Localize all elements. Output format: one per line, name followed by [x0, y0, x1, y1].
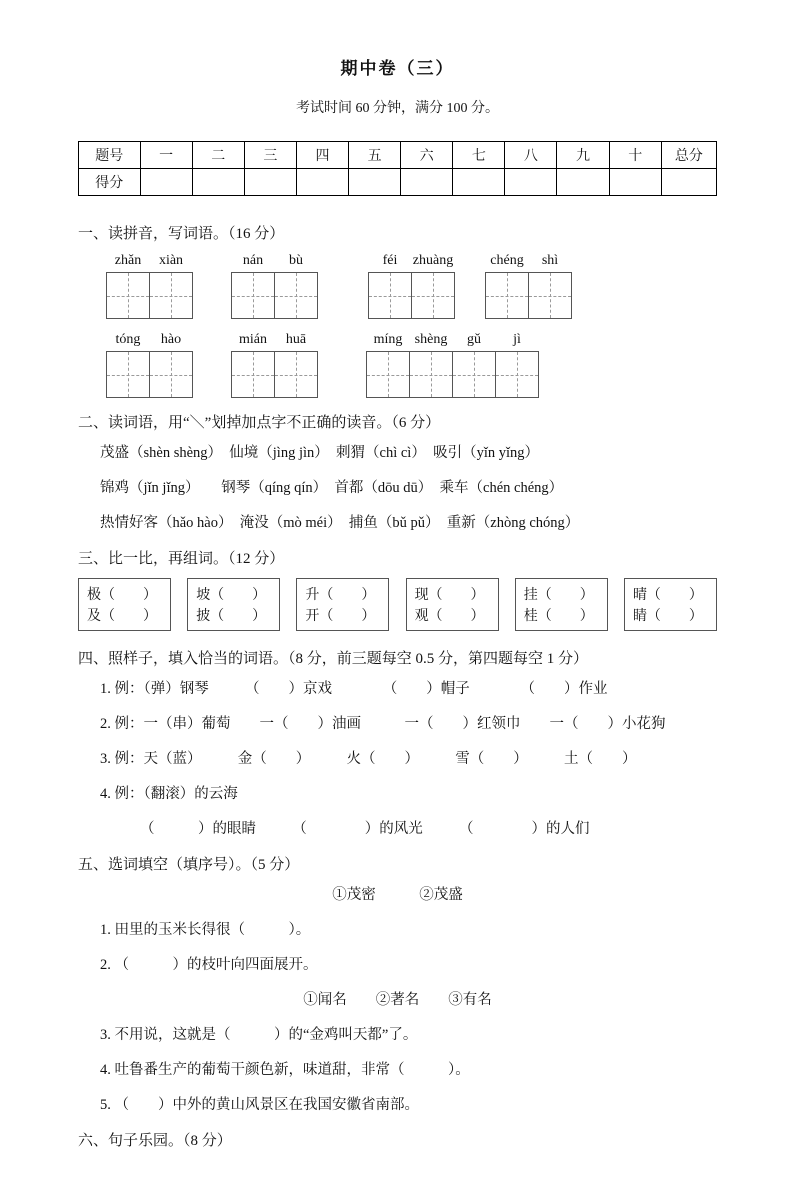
fill-item: 3. 例：天（蓝） 金（ ） 火（ ） 雪（ ） 土（ ） — [100, 751, 637, 767]
exam-subtitle: 考试时间 60 分钟，满分 100 分。 — [296, 101, 499, 116]
writing-cell — [367, 352, 409, 397]
pinyin-grid-row-1 — [78, 253, 717, 319]
pinyin-label — [231, 253, 318, 269]
fill-item-continuation: （ ）的眼睛 （ ）的风光 （ ）的人们 — [140, 821, 590, 837]
choice-item: 1. 田里的玉米长得很（ ）。 — [100, 922, 311, 938]
writing-cell — [107, 273, 149, 318]
score-table-score-row — [79, 169, 717, 196]
fill-item: 4. 例：（翻滚）的云海 — [100, 786, 238, 802]
score-header-cell: 二 — [192, 142, 244, 169]
pinyin-label — [106, 332, 193, 348]
score-header-cell: 四 — [296, 142, 348, 169]
writing-grid — [485, 272, 572, 319]
pinyin-grid-row-2 — [78, 332, 717, 398]
score-value-cell — [453, 169, 505, 196]
pinyin-word-group — [231, 253, 318, 319]
section-5 — [78, 853, 717, 1116]
compare-word: 现（ ） — [414, 588, 485, 603]
pinyin-word-group — [106, 332, 193, 398]
section-1 — [78, 222, 717, 398]
score-value-cell — [557, 169, 609, 196]
writing-cell — [369, 273, 411, 318]
word-reading-line: 热情好客（hǎo hào） 淹没（mò méi） 捕鱼（bǔ pǔ） 重新（zhòng chóng） — [100, 515, 580, 531]
section-4-title: 四、照样子，填入恰当的词语。（8 分，前三题每空 0.5 分，第四题每空 1 分） — [78, 651, 589, 667]
score-value-cell — [244, 169, 296, 196]
compare-box-row — [78, 578, 717, 631]
section-2 — [78, 411, 717, 534]
section-6-title: 六、句子乐园。（8 分） — [78, 1133, 232, 1149]
writing-cell — [274, 273, 317, 318]
writing-grid — [106, 272, 193, 319]
pinyin-syllable: gǔ — [467, 332, 481, 347]
compare-word: 及（ ） — [87, 609, 157, 624]
pinyin-syllable: zhǎn — [114, 253, 142, 268]
score-value-cell — [661, 169, 716, 196]
writing-cell — [232, 352, 274, 397]
choice-item: 3. 不用说，这就是（ ）的“金鸡叫天都”了。 — [100, 1027, 418, 1043]
compare-word: 升（ ） — [305, 588, 376, 603]
score-value-cell — [296, 169, 348, 196]
score-header-cell: 九 — [557, 142, 609, 169]
score-value-cell — [609, 169, 661, 196]
writing-grid — [231, 272, 318, 319]
choice-item: 5. （ ）中外的黄山风景区在我国安徽省南部。 — [100, 1097, 419, 1113]
score-header-cell: 八 — [505, 142, 557, 169]
section-2-title: 二、读词语，用“＼”划掉加点字不正确的读音。（6 分） — [78, 415, 441, 431]
pinyin-syllable: xiàn — [158, 253, 184, 268]
choice-item: 2. （ ）的枝叶向四面展开。 — [100, 957, 318, 973]
score-value-cell — [505, 169, 557, 196]
section-5-title: 五、选词填空（填序号）。（5 分） — [78, 857, 300, 873]
section-1-title: 一、读拼音，写词语。（16 分） — [78, 226, 285, 242]
compare-word: 披（ ） — [196, 609, 267, 624]
score-table — [78, 141, 717, 196]
writing-cell — [411, 273, 454, 318]
compare-word: 晴（ ） — [632, 588, 703, 603]
writing-cell — [107, 352, 149, 397]
compare-word: 坡（ ） — [196, 588, 267, 603]
pinyin-syllable: bù — [289, 253, 303, 268]
writing-cell — [409, 352, 452, 397]
pinyin-syllable: zhuàng — [412, 253, 454, 268]
compare-box — [406, 578, 499, 631]
writing-cell — [495, 352, 538, 397]
word-reading-line: 锦鸡（jǐn jǐng） 钢琴（qíng qín） 首都（dōu dū） 乘车（chén chéng） — [100, 480, 564, 496]
section-3 — [78, 547, 717, 631]
compare-word: 开（ ） — [305, 609, 376, 624]
pinyin-word-group — [485, 253, 572, 319]
page-title: 期中卷（三） — [340, 59, 455, 78]
score-header-cell: 十 — [609, 142, 661, 169]
writing-cell — [452, 352, 495, 397]
word-reading-line: 茂盛（shèn shèng） 仙境（jìng jìn） 刺猬（chì cì） 吸引（yǐn yǐng） — [100, 445, 540, 461]
compare-box — [78, 578, 171, 631]
fill-item: 2. 例：一（串）葡萄 一（ ）油画 一（ ）红领巾 一（ ）小花狗 — [100, 716, 666, 732]
writing-cell — [149, 273, 192, 318]
writing-cell — [232, 273, 274, 318]
section-3-title: 三、比一比，再组词。（12 分） — [78, 551, 285, 567]
pinyin-syllable: nán — [242, 253, 264, 268]
compare-word: 极（ ） — [87, 588, 157, 603]
pinyin-syllable: shèng — [414, 332, 448, 347]
score-value-cell — [140, 169, 192, 196]
pinyin-syllable: tóng — [115, 332, 141, 347]
compare-word: 挂（ ） — [523, 588, 594, 603]
pinyin-syllable: huā — [285, 332, 307, 347]
section-6 — [78, 1129, 717, 1150]
writing-grid — [368, 272, 455, 319]
pinyin-label — [368, 253, 455, 269]
score-value-cell — [349, 169, 401, 196]
score-row-label: 得分 — [79, 169, 141, 196]
score-header-cell: 三 — [244, 142, 296, 169]
compare-word: 睛（ ） — [632, 609, 703, 624]
score-header-cell: 总分 — [661, 142, 716, 169]
score-value-cell — [401, 169, 453, 196]
choice-item: 4. 吐鲁番生产的葡萄干颜色新，味道甜，非常（ ）。 — [100, 1062, 470, 1078]
pinyin-syllable: jì — [513, 332, 521, 347]
score-header-cell: 五 — [349, 142, 401, 169]
compare-word: 观（ ） — [414, 609, 485, 624]
score-header-cell: 一 — [140, 142, 192, 169]
score-header-cell: 六 — [401, 142, 453, 169]
section-4 — [78, 647, 717, 840]
writing-cell — [274, 352, 317, 397]
pinyin-label — [366, 332, 539, 348]
score-value-cell — [192, 169, 244, 196]
pinyin-syllable: hào — [160, 332, 182, 347]
pinyin-syllable: chéng — [490, 253, 524, 268]
writing-cell — [528, 273, 571, 318]
compare-box — [187, 578, 280, 631]
compare-box — [624, 578, 717, 631]
pinyin-syllable: míng — [373, 332, 403, 347]
writing-cell — [486, 273, 528, 318]
pinyin-syllable: shì — [541, 253, 559, 268]
pinyin-word-group — [368, 253, 455, 319]
pinyin-label — [231, 332, 318, 348]
writing-grid — [106, 351, 193, 398]
pinyin-word-group — [106, 253, 193, 319]
word-options-line: ①闻名 ②著名 ③有名 — [303, 992, 492, 1008]
compare-box — [515, 578, 608, 631]
writing-grid — [231, 351, 318, 398]
score-header-cell: 七 — [453, 142, 505, 169]
word-options-line: ①茂密 ②茂盛 — [332, 887, 463, 903]
compare-word: 桂（ ） — [523, 609, 594, 624]
writing-cell — [149, 352, 192, 397]
compare-box — [296, 578, 389, 631]
score-header-cell: 题号 — [79, 142, 141, 169]
pinyin-syllable: féi — [382, 253, 398, 268]
pinyin-label — [485, 253, 572, 269]
writing-grid — [366, 351, 539, 398]
pinyin-word-group — [231, 332, 318, 398]
pinyin-label — [106, 253, 193, 269]
score-table-header-row — [79, 142, 717, 169]
pinyin-syllable: mián — [239, 332, 267, 347]
fill-item: 1. 例：（弹）钢琴 （ ）京戏 （ ）帽子 （ ）作业 — [100, 681, 608, 697]
pinyin-word-group — [366, 332, 539, 398]
